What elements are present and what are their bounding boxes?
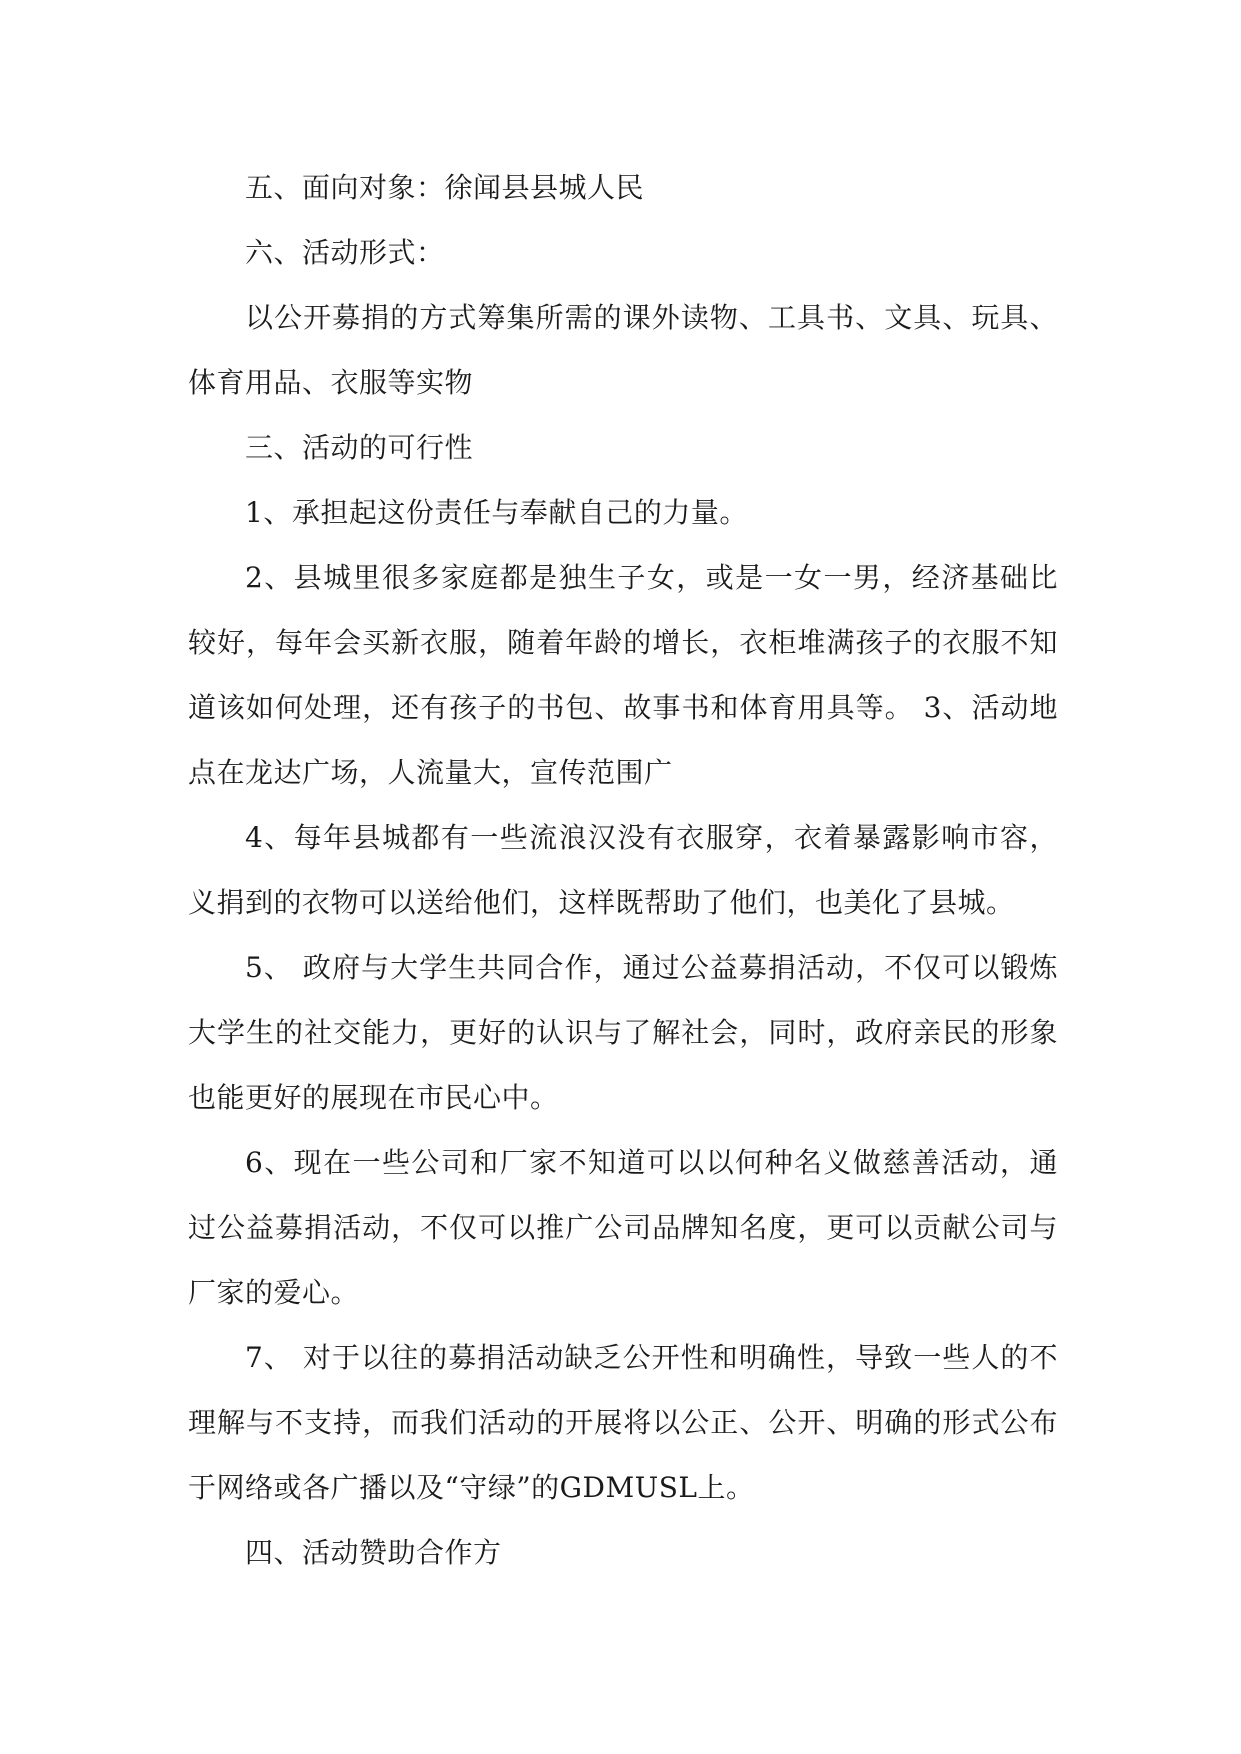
document-body	[188, 155, 1058, 1585]
section-heading-target-audience: 五、面向对象：徐闻县县城人民	[245, 171, 645, 204]
section-heading-sponsors: 四、活动赞助合作方	[245, 1536, 502, 1569]
section-heading-feasibility: 三、活动的可行性	[245, 431, 474, 464]
paragraph-item-4: 4、每年县城都有一些流浪汉没有衣服穿，衣着暴露影响市容，义捐到的衣物可以送给他们，这样既帮助了他们，也美化了县城。	[188, 821, 1058, 919]
paragraph-item-5: 5、 政府与大学生共同合作，通过公益募捐活动，不仅可以锻炼大学生的社交能力，更好的认识与了解社会，同时，政府亲民的形象也能更好的展现在市民心中。	[188, 951, 1058, 1114]
section-heading-activity-form: 六、活动形式：	[245, 236, 445, 269]
paragraph-activity-form: 以公开募捐的方式筹集所需的课外读物、工具书、文具、玩具、体育用品、衣服等实物	[188, 301, 1058, 399]
paragraph-item-6: 6、现在一些公司和厂家不知道可以以何种名义做慈善活动，通过公益募捐活动，不仅可以推广公司品牌知名度，更可以贡献公司与厂家的爱心。	[188, 1146, 1058, 1309]
paragraph-item-2-3: 2、县城里很多家庭都是独生子女，或是一女一男，经济基础比较好，每年会买新衣服，随着年龄的增长，衣柜堆满孩子的衣服不知道该如何处理，还有孩子的书包、故事书和体育用具等。 3、活动地点在龙达广场，人流量大，宣传范围广	[188, 561, 1058, 789]
paragraph-item-1: 1、承担起这份责任与奉献自己的力量。	[245, 496, 748, 529]
paragraph-item-7: 7、 对于以往的募捐活动缺乏公开性和明确性，导致一些人的不理解与不支持，而我们活动的开展将以公正、公开、明确的形式公布于网络或各广播以及“守绿”的GDMUSL上。	[188, 1341, 1058, 1504]
